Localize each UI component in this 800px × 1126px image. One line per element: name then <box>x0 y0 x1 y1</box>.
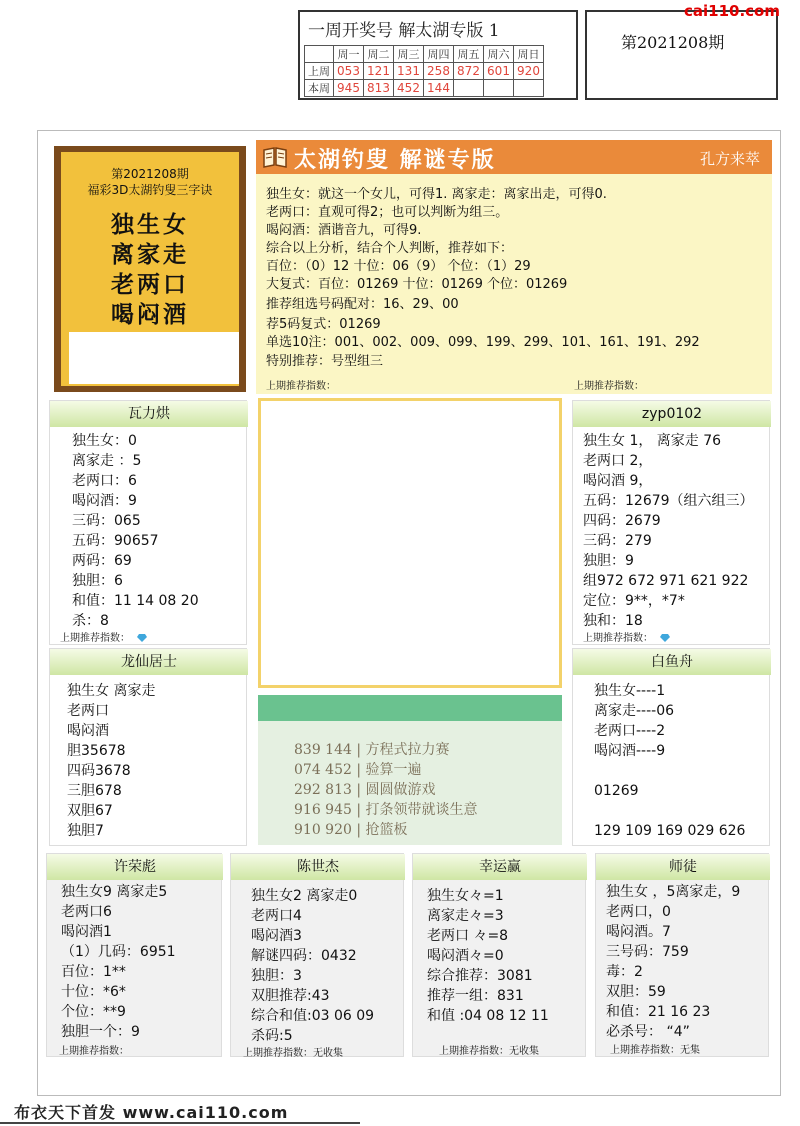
list-item: 910 920 | 抢篮板 <box>294 822 408 838</box>
panel-line: 独生女9 离家走5 <box>61 884 168 900</box>
poster-line: 离家走 <box>111 241 189 268</box>
panel-index: 上期推荐指数：无集 <box>610 1045 700 1056</box>
panel-line: 百位：1** <box>61 964 126 980</box>
weekly-draw-title: 一周开奖号 解太湖专版 1 <box>308 21 500 41</box>
riddle-line: 特别推荐：号型组三 <box>266 354 384 369</box>
poster-subtitle: 福彩3D太湖钓叟三字诀 <box>87 183 213 197</box>
panel-line: 老两口 2， <box>583 453 653 469</box>
panel-line: 三码：065 <box>72 513 141 529</box>
panel-line: 老两口 <box>67 703 109 719</box>
panel-line: 双胆：59 <box>606 984 666 1000</box>
panel-line: 离家走 ：5 <box>72 453 142 469</box>
panel-line: 喝闷酒：9 <box>72 493 137 509</box>
panel-line: 和值 :04 08 12 11 <box>427 1008 549 1024</box>
panel-line: 喝闷酒。7 <box>606 924 671 940</box>
panel-index <box>60 629 147 644</box>
panel-line: 独胆：6 <box>72 573 123 589</box>
site-link[interactable]: cai110.com <box>684 2 780 20</box>
panel-chen <box>230 853 404 1057</box>
panel-line: 独胆：3 <box>251 968 302 984</box>
center-riddle-list <box>258 721 562 845</box>
panel-line: 独生女 离家走 <box>67 683 156 699</box>
table-row <box>305 80 544 97</box>
panel-line: 综合和值:03 06 09 <box>251 1008 375 1024</box>
riddle-index-right: 上期推荐指数： <box>574 381 644 392</box>
diamond-icon <box>137 634 147 642</box>
panel-line: 三号码：759 <box>606 944 689 960</box>
panel-line: 独生女 1， 离家走 76 <box>583 433 722 449</box>
panel-line: 杀：8 <box>72 613 109 629</box>
panel-title: 白鱼舟 <box>573 649 771 675</box>
riddle-line: 荐5码复式：01269 <box>266 317 381 332</box>
draw-number: 258 <box>424 63 454 80</box>
riddle-line: 独生女：就这一个女儿，可得1. 离家走：离家出走，可得0. <box>266 187 607 202</box>
panel-line: 老两口，0 <box>606 904 671 920</box>
panel-title: 瓦力烘 <box>50 401 248 427</box>
riddle-line: 推荐组选号码配对：16、29、00 <box>266 297 459 312</box>
draw-number <box>454 80 484 97</box>
panel-line: 喝闷酒1 <box>61 924 112 940</box>
table-row <box>305 46 544 63</box>
draw-number: 945 <box>334 80 364 97</box>
panel-xingyun <box>412 853 586 1057</box>
draw-number <box>514 80 544 97</box>
riddle-author: 孔方来萃 <box>699 150 760 168</box>
day-header: 周一 <box>334 46 364 63</box>
panel-line: 喝闷酒 <box>67 723 109 739</box>
table-row <box>305 63 544 80</box>
panel-walihong <box>49 400 247 645</box>
day-header: 周五 <box>454 46 484 63</box>
panel-line: 胆35678 <box>67 743 126 759</box>
draw-number: 144 <box>424 80 454 97</box>
panel-line: 喝闷酒々=0 <box>427 948 504 964</box>
panel-shitu <box>595 853 769 1057</box>
draw-number: 601 <box>484 63 514 80</box>
panel-line: 和值：21 16 23 <box>606 1004 711 1020</box>
panel-line: 和值：11 14 08 20 <box>72 593 199 609</box>
panel-line: 老两口4 <box>251 908 302 924</box>
list-item: 074 452 | 验算一遍 <box>294 762 422 778</box>
panel-index-label: 上期推荐指数： <box>60 633 130 644</box>
panel-title: 陈世杰 <box>231 854 405 880</box>
poster-blank-area <box>69 332 239 384</box>
poster-issue: 第2021208期 <box>111 167 189 181</box>
panel-line: 独生女：0 <box>72 433 137 449</box>
center-green-bar <box>258 695 562 721</box>
panel-zyp0102 <box>572 400 770 645</box>
panel-index <box>583 629 670 644</box>
panel-line: 双胆67 <box>67 803 113 819</box>
panel-line: 独生女----1 <box>594 683 666 699</box>
day-header: 周四 <box>424 46 454 63</box>
panel-line: （1）几码：6951 <box>61 944 176 960</box>
diamond-icon <box>660 634 670 642</box>
riddle-index-left: 上期推荐指数： <box>266 381 336 392</box>
draw-number: 121 <box>364 63 394 80</box>
panel-title: 许荣彪 <box>47 854 223 880</box>
panel-line: 两码：69 <box>72 553 132 569</box>
panel-line: 三码：279 <box>583 533 652 549</box>
poster-header <box>61 166 239 198</box>
poster <box>54 146 246 392</box>
row-label: 上周 <box>305 63 334 80</box>
panel-line: 杀码:5 <box>251 1028 293 1044</box>
panel-line: 老两口：6 <box>72 473 137 489</box>
footer-divider <box>0 1122 360 1124</box>
panel-line: 五码：90657 <box>72 533 159 549</box>
day-header: 周三 <box>394 46 424 63</box>
panel-line: 四码3678 <box>67 763 131 779</box>
panel-index: 上期推荐指数：无收集 <box>243 1048 343 1059</box>
weekly-draw-box <box>298 10 578 100</box>
list-item: 292 813 | 圆圆做游戏 <box>294 782 436 798</box>
panel-line: 四码：2679 <box>583 513 661 529</box>
panel-line: 喝闷酒 9， <box>583 473 653 489</box>
poster-line: 老两口 <box>111 271 189 298</box>
panel-line: 组972 672 971 621 922 <box>583 573 749 589</box>
poster-line: 独生女 <box>111 211 189 238</box>
day-header: 周日 <box>514 46 544 63</box>
draw-number: 813 <box>364 80 394 97</box>
panel-line: 综合推荐：3081 <box>427 968 533 984</box>
panel-line: 毒：2 <box>606 964 643 980</box>
draw-number: 452 <box>394 80 424 97</box>
draw-number: 872 <box>454 63 484 80</box>
panel-line: 推荐一组：831 <box>427 988 524 1004</box>
riddle-line: 单选10注：001、002、009、099、199、299、101、161、191、292 <box>266 335 700 350</box>
panel-line: 双胆推荐:43 <box>251 988 330 1004</box>
riddle-line: 大复式：百位：01269 十位：01269 个位：01269 <box>266 277 568 292</box>
center-blank-box <box>258 398 562 688</box>
panel-line: 独胆：9 <box>583 553 634 569</box>
panel-line: 三胆678 <box>67 783 122 799</box>
panel-line: 老两口----2 <box>594 723 666 739</box>
riddle-line: 百位：（0）12 十位：06（9） 个位：（1）29 <box>266 259 531 274</box>
panel-line: 离家走々=3 <box>427 908 504 924</box>
panel-line: 01269 <box>594 783 639 799</box>
panel-xu <box>46 853 222 1057</box>
panel-line: 129 109 169 029 626 <box>594 823 746 839</box>
list-item: 916 945 | 打条领带就谈生意 <box>294 802 478 818</box>
day-header: 周六 <box>484 46 514 63</box>
issue-box <box>585 10 778 100</box>
panel-baiyu <box>572 648 770 846</box>
panel-line: 老两口 々=8 <box>427 928 509 944</box>
panel-line: 独生女々=1 <box>427 888 504 904</box>
draw-number <box>484 80 514 97</box>
panel-longxian <box>49 648 247 846</box>
riddle-line: 综合以上分析，结合个人判断，推荐如下： <box>266 241 514 256</box>
panel-line: 十位：*6* <box>61 984 126 1000</box>
row-label: 本周 <box>305 80 334 97</box>
panel-line: 独和：18 <box>583 613 643 629</box>
riddle-line: 老两口：直观可得2；也可以判断为组三。 <box>266 205 509 220</box>
footer-text: 布衣天下首发 www.cai110.com <box>14 1103 289 1122</box>
day-header: 周二 <box>364 46 394 63</box>
panel-line: 独胆7 <box>67 823 104 839</box>
panel-title: 幸运赢 <box>413 854 587 880</box>
riddle-section <box>256 140 772 394</box>
riddle-line: 喝闷酒：酒谐音九，可得9. <box>266 223 422 238</box>
panel-line: 喝闷酒----9 <box>594 743 666 759</box>
panel-index: 上期推荐指数：无收集 <box>439 1046 539 1057</box>
panel-title: 龙仙居士 <box>50 649 248 675</box>
riddle-header-bar <box>256 140 772 174</box>
draw-number: 131 <box>394 63 424 80</box>
poster-line: 喝闷酒 <box>111 301 189 328</box>
panel-line: 独胆一个：9 <box>61 1024 140 1040</box>
panel-line: 独生女2 离家走0 <box>251 888 358 904</box>
draw-table <box>304 45 544 97</box>
riddle-title: 太湖钓叟 解谜专版 <box>294 147 496 173</box>
panel-line: 独生女 ，5离家走，9 <box>606 884 741 900</box>
panel-line: 定位：9**，*7* <box>583 593 685 609</box>
panel-title: 师徒 <box>596 854 770 880</box>
panel-index-label: 上期推荐指数： <box>583 633 653 644</box>
panel-index: 上期推荐指数： <box>59 1046 129 1057</box>
issue-number: 第2021208期 <box>621 33 725 52</box>
panel-line: 喝闷酒3 <box>251 928 302 944</box>
panel-line: 个位：**9 <box>61 1004 126 1020</box>
panel-line: 老两口6 <box>61 904 112 920</box>
panel-line: 五码：12679（组六组三） <box>583 493 754 509</box>
book-icon <box>262 146 288 168</box>
panel-line: 必杀号： “4” <box>606 1024 690 1040</box>
draw-number: 920 <box>514 63 544 80</box>
panel-line: 解谜四码：0432 <box>251 948 357 964</box>
panel-line: 离家走----06 <box>594 703 675 719</box>
list-item: 839 144 | 方程式拉力赛 <box>294 742 450 758</box>
panel-title: zyp0102 <box>573 401 771 427</box>
draw-number: 053 <box>334 63 364 80</box>
